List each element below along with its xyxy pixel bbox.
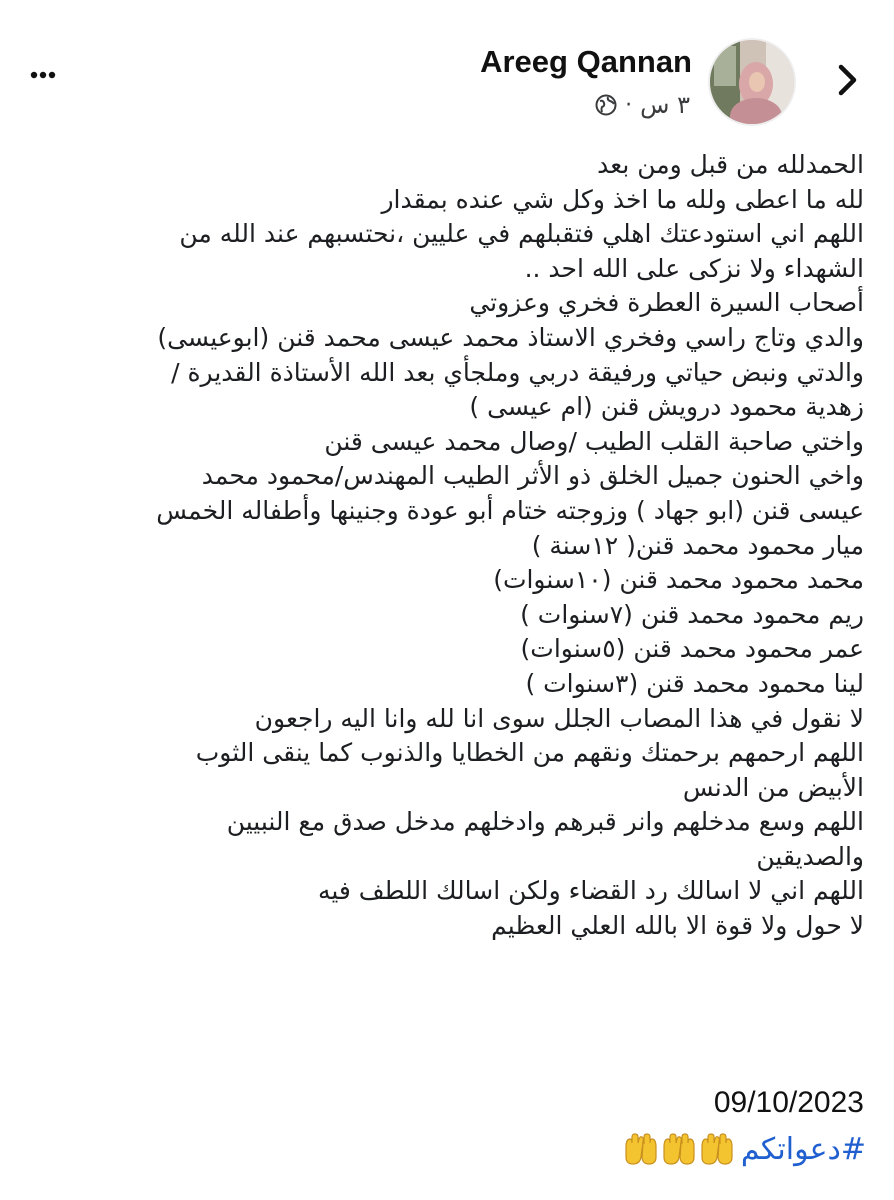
post-time[interactable]: ٣ س	[640, 91, 690, 119]
post-text-line: لا نقول في هذا المصاب الجلل سوى انا لله وانا اليه راجعون	[254, 703, 864, 733]
post-text-line: عيسى قنن (ابو جهاد ) وزوجته ختام أبو عودة وجنينها وأطفاله الخمس	[156, 495, 864, 525]
post-text-line: ريم محمود محمد قنن (٧سنوات )	[520, 599, 864, 629]
globe-icon	[595, 94, 617, 116]
post-header	[0, 0, 894, 140]
avatar[interactable]	[710, 40, 794, 124]
post-text-line: والصديقين	[756, 841, 864, 871]
post-text-line: اللهم وسع مدخلهم وانر قبرهم وادخلهم مدخل صدق مع النبيين	[226, 807, 864, 837]
post-text-line: الشهداء ولا نزكى على الله احد ..	[524, 253, 864, 283]
post-text-line: محمد محمود محمد قنن (١٠سنوات)	[493, 565, 864, 595]
hashtag-link[interactable]: #دعواتكم	[740, 1132, 866, 1167]
post-text-line: أصحاب السيرة العطرة فخري وعزوتي	[469, 288, 864, 318]
post-text-line: لينا محمود محمد قنن (٣سنوات )	[525, 668, 864, 698]
post-date: 09/10/2023	[713, 1086, 864, 1119]
open-hands-icon	[699, 1133, 735, 1167]
post-text-line: اللهم اني استودعتك اهلي فتقبلهم في عليين ،نحتسبهم عند الله من	[179, 219, 864, 249]
hashtag-row	[623, 1132, 866, 1167]
open-hands-icon	[661, 1133, 697, 1167]
post-text-line: واخي الحنون جميل الخلق ذو الأثر الطيب المهندس/محمود محمد	[201, 461, 864, 491]
back-button[interactable]	[830, 60, 866, 100]
chevron-right-icon	[837, 63, 859, 97]
post-text-line: والدي وتاج راسي وفخري الاستاذ محمد عيسى محمد قنن (ابوعيسى)	[157, 322, 864, 352]
post-text-line: اللهم اني لا اسالك رد القضاء ولكن اسالك اللطف فيه	[317, 876, 864, 906]
more-options-button[interactable]	[30, 62, 56, 88]
meta-separator: ·	[625, 92, 633, 118]
post-meta	[595, 91, 690, 119]
post-text-line: ميار محمود محمد قنن( ١٢سنة )	[531, 530, 864, 560]
post-text-line: الأبيض من الدنس	[682, 772, 864, 802]
post-text	[28, 148, 864, 944]
post-text-line: واختي صاحبة القلب الطيب /وصال محمد عيسى قنن	[324, 426, 864, 456]
more-options-icon	[30, 71, 56, 79]
post-text-line: والدتي ونبض حياتي ورفيقة دربي وملجأي بعد الله الأستاذة القديرة /	[171, 357, 864, 387]
open-hands-icon	[623, 1133, 659, 1167]
author-name[interactable]: Areeg Qannan	[480, 44, 692, 79]
emoji-group	[623, 1133, 735, 1167]
post-text-line: لله ما اعطى ولله ما اخذ وكل شي عنده بمقدار	[381, 184, 864, 214]
post-text-line: اللهم ارحمهم برحمتك ونقهم من الخطايا والذنوب كما ينقى الثوب	[195, 738, 864, 768]
post-text-line: زهدية محمود درويش قنن (ام عيسى )	[469, 392, 864, 422]
post-text-line: الحمدلله من قبل ومن بعد	[597, 150, 864, 179]
post-text-line: عمر محمود محمد قنن (٥سنوات)	[520, 634, 864, 664]
post-text-line: لا حول ولا قوة الا بالله العلي العظيم	[491, 911, 864, 941]
